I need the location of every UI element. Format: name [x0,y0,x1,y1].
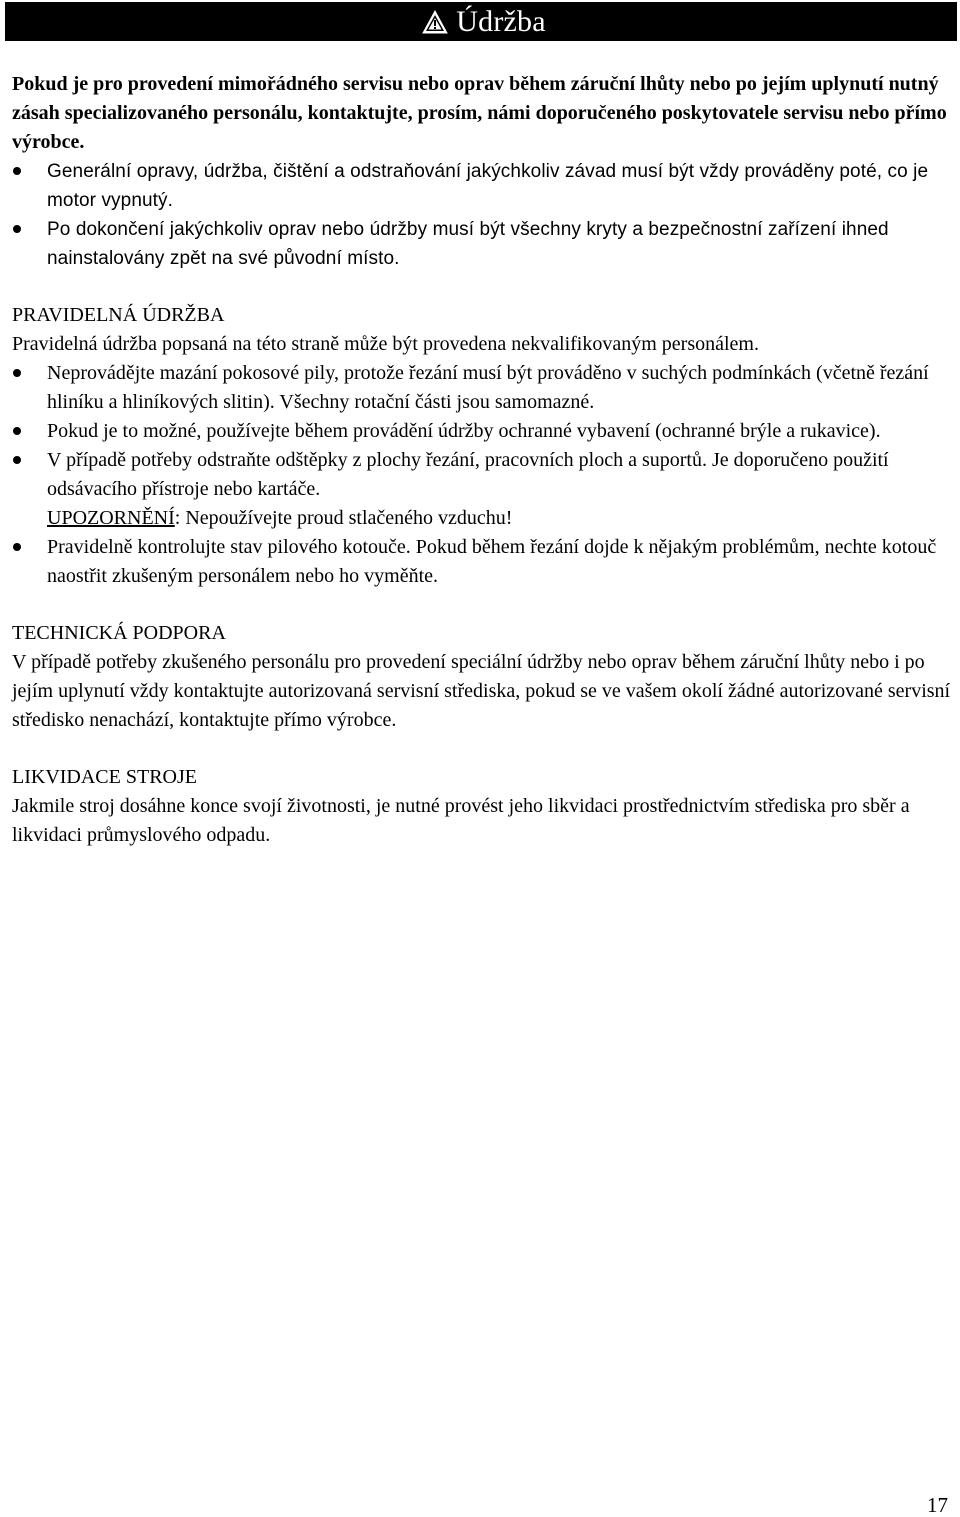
bullet-icon [13,543,21,551]
support-heading: TECHNICKÁ PODPORA [12,622,226,644]
maintenance-bullet-list [12,359,952,591]
spacer [12,591,952,619]
list-item [12,533,952,591]
list-item [12,215,952,273]
intro-bullet-list [12,157,952,273]
list-item [12,446,952,533]
support-text: V případě potřeby zkušeného personálu pro provedení speciální údržby nebo oprav během záruční lhůty nebo i po jejím uplynutí vždy kontaktujte autorizovaná servisní střediska, pokud se ve vašem okolí žádné autorizované servisní středisko nenachází, kontaktujte přímo výrobce. [12,651,951,731]
list-item [12,417,952,446]
list-item [12,359,952,417]
page-number: 17 [927,1493,948,1517]
intro-paragraph: Pokud je pro provedení mimořádného servisu nebo oprav během záruční lhůty nebo po jejím uplynutí nutný zásah specializovaného personálu, kontaktujte, prosím, námi doporučeného poskytovatele servisu nebo přímo výrobce. [12,73,947,153]
list-item-text: Po dokončení jakýchkoliv oprav nebo údržby musí být všechny kryty a bezpečnostní zařízení ihned nainstalovány zpět na své původní místo. [47,219,889,269]
spacer [12,273,952,301]
page-title: Údržba [456,4,546,38]
disposal-text: Jakmile stroj dosáhne konce svojí životnosti, je nutné provést jeho likvidaci prostřednictvím střediska pro sběr a likvidaci průmyslového odpadu. [12,795,910,846]
header-inner [422,4,546,40]
warning-label: UPOZORNĚNÍ [47,507,175,529]
list-item-text: V případě potřeby odstraňte odštěpky z plochy řezání, pracovních ploch a suportů. Je doporučeno použití odsávacího přístroje nebo kartáče. [47,449,889,500]
warning-triangle-icon [422,10,448,34]
bullet-icon [13,427,21,435]
content [12,70,952,850]
spacer [12,735,952,763]
list-item [12,157,952,215]
list-item-text: Pokud je to možné, používejte během provádění údržby ochranné vybavení (ochranné brýle a rukavice). [47,420,881,442]
list-item-text: Pravidelně kontrolujte stav pilového kotouče. Pokud během řezání dojde k nějakým problémům, nechte kotouč naostřit zkušeným personálem nebo ho vyměňte. [47,536,937,587]
bullet-icon [13,369,21,377]
list-item-text: Generální opravy, údržba, čištění a odstraňování jakýchkoliv závad musí být vždy prováděny poté, co je motor vypnutý. [47,161,929,211]
header-bar [5,2,957,41]
list-item-text: Neprovádějte mazání pokosové pily, protože řezání musí být prováděno v suchých podmínkách (včetně řezání hliníku a hliníkových slitin). Všechny rotační části jsou samomazné. [47,362,929,413]
warning-text: : Nepoužívejte proud stlačeného vzduchu! [174,507,513,529]
maintenance-text: Pravidelná údržba popsaná na této straně může být provedena nekvalifikovaným personálem. [12,333,759,355]
disposal-heading: LIKVIDACE STROJE [12,766,197,788]
bullet-icon [13,456,21,464]
maintenance-heading: PRAVIDELNÁ ÚDRŽBA [12,304,225,326]
bullet-icon [13,167,21,175]
bullet-icon [13,225,21,233]
